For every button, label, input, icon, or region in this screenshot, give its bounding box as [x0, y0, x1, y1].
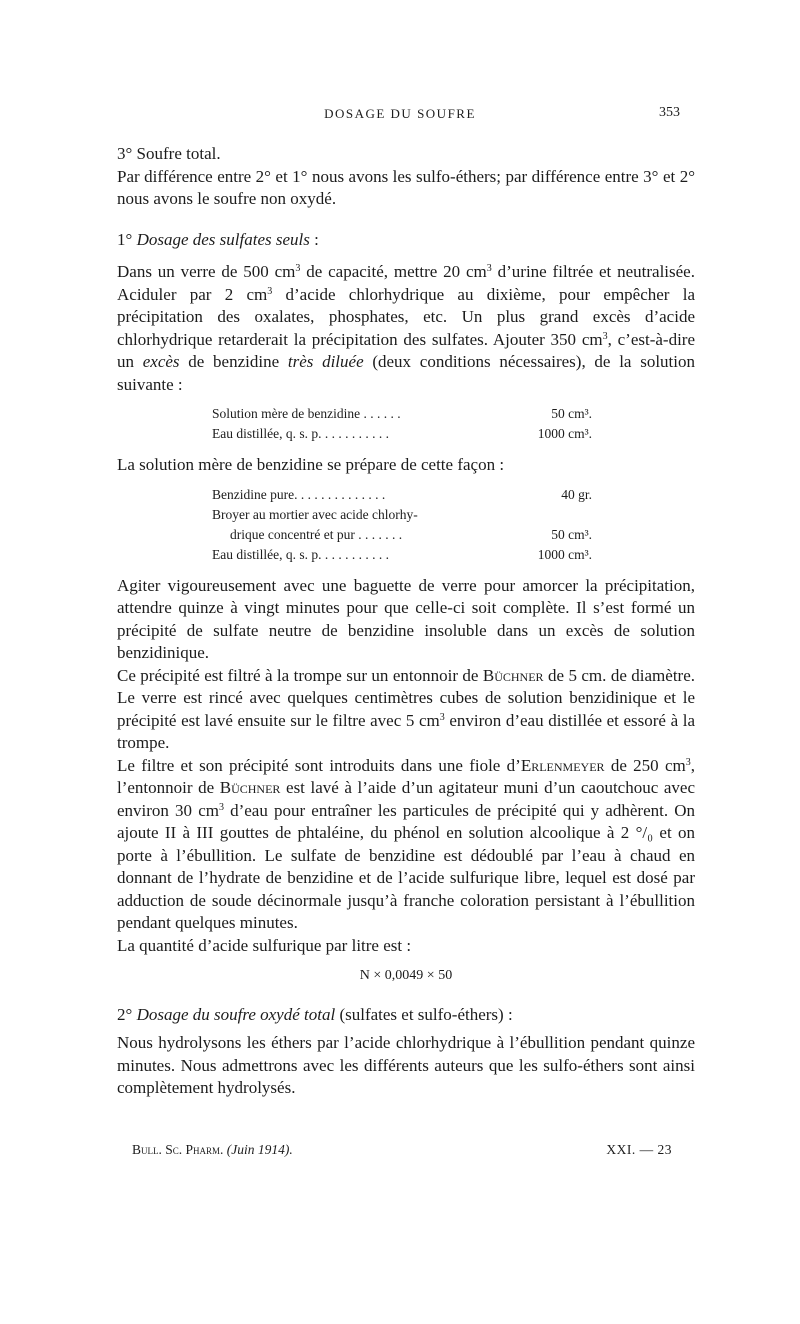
section-1-title: Dosage des sulfates seuls — [136, 229, 310, 249]
recipe-row — [212, 525, 592, 545]
text-run: Agiter vigoureusement avec une baguette de verre pour amorcer la précipitation, attendre quinze à vingt minutes pour que celle-ci soit complète. Il s’est formé un précipité de sulfate neutre de benzidine insoluble dans un excès de solution benzidinique. — [117, 575, 695, 662]
running-title: DOSAGE DU SOUFRE — [324, 106, 476, 121]
text-run: La quantité d’acide sulfurique par litre est : — [117, 935, 412, 955]
superscript: 3 — [685, 756, 691, 768]
journal-date: (Juin 1914). — [226, 1142, 293, 1157]
section-2-heading — [117, 1004, 695, 1027]
recipe-row — [212, 545, 592, 565]
running-header — [0, 102, 800, 128]
section-1-paragraph-2 — [117, 454, 695, 477]
recipe-mother-solution — [212, 485, 592, 565]
text-run: de 250 cm — [604, 755, 686, 775]
recipe-label: Solution mère de benzidine . . . . . . — [212, 406, 401, 421]
section-2-number: 2° — [117, 1004, 133, 1024]
text-run: La solution mère de benzidine se prépare de cette façon : — [117, 455, 505, 474]
superscript: 3 — [602, 330, 608, 342]
recipe-row — [212, 505, 592, 525]
recipe-solution — [212, 404, 592, 444]
footer-journal — [132, 1142, 293, 1158]
section-2-paragraph-1 — [117, 1032, 695, 1100]
text-run: Ce précipité est filtré à la trompe sur un entonnoir de — [117, 665, 483, 685]
section-1-paragraph-5 — [117, 755, 695, 935]
name-erlenmeyer: Erlenmeyer — [520, 755, 605, 775]
section-1-colon: : — [309, 229, 319, 249]
superscript: 3 — [295, 263, 301, 274]
section-2-title: Dosage du soufre oxydé total — [136, 1004, 336, 1024]
text-run: de 5 cm. de diamètre. Le verre est rincé avec quelques centimètres cubes de solution benzidinique et le précipité est lavé ensuite sur le filtre avec 5 cm — [117, 665, 696, 730]
text-run: (deux conditions nécessaires), de la solution suivante : — [117, 352, 695, 394]
text-run: de benzidine — [179, 352, 288, 371]
text-run: , c’est-à-dire un — [117, 329, 695, 371]
section-2-rest: (sulfates et sulfo-éthers) : — [335, 1004, 513, 1024]
text-run: environ d’eau distillée et essoré à la trompe. — [117, 710, 695, 752]
name-buchner: Büchner — [482, 665, 544, 685]
recipe-qty: 40 gr. — [561, 486, 592, 502]
recipe-qty: 50 cm³. — [551, 526, 592, 542]
item-3-text: 3° Soufre total. — [117, 144, 221, 163]
section-1-paragraph-1 — [117, 261, 695, 396]
section-1-paragraph-3 — [117, 575, 695, 665]
item-3 — [117, 143, 695, 166]
section-1-paragraph-6 — [117, 935, 695, 958]
recipe-label: Benzidine pure. . . . . . . . . . . . . . — [212, 486, 386, 502]
footer-volume: XXI. — 23 — [606, 1142, 672, 1157]
text-run: d’acide chlorhydrique au dixième, pour empêcher la précipitation des oxalates, phosphates, etc. Un plus grand excès d’acide chlorhydrique retarderait la précipitation des sulfates. Ajouter 350 cm — [117, 284, 695, 349]
superscript: 3 — [267, 285, 273, 297]
text-run: , l’entonnoir de — [117, 755, 695, 797]
text-run: est lavé à l’aide d’un agitateur muni d’un caoutchouc avec environ 30 cm — [117, 778, 695, 820]
recipe-label: drique concentré et pur . . . . . . . — [230, 526, 403, 542]
text-run: de capacité, mettre 20 cm — [300, 262, 487, 281]
difference-paragraph — [117, 166, 695, 211]
recipe-row — [212, 404, 592, 424]
superscript: 3 — [218, 801, 224, 813]
section-1-number: 1° — [117, 229, 133, 249]
italic-dilute: très diluée — [287, 352, 364, 371]
page-number: 353 — [659, 105, 680, 120]
recipe-qty: 1000 cm³. — [537, 546, 592, 562]
superscript: 3 — [486, 263, 492, 274]
recipe-label: Eau distillée, q. s. p. . . . . . . . . . . — [212, 426, 389, 441]
recipe-row — [212, 424, 592, 444]
recipe-qty — [584, 505, 592, 525]
recipe-label: Broyer au mortier avec acide chlorhy- — [212, 506, 418, 522]
formula: N × 0,0049 × 50 — [359, 968, 453, 983]
name-buchner: Büchner — [219, 778, 281, 797]
superscript: 3 — [439, 711, 445, 723]
italic-excess: excès — [142, 352, 180, 371]
difference-text: Par différence entre 2° et 1° nous avons les sulfo-éthers; par différence entre 3° et 2° nous avons le soufre non oxydé. — [117, 166, 695, 208]
section-1-heading — [117, 229, 695, 252]
recipe-qty: 1000 cm³. — [537, 426, 592, 441]
text-run: d’urine filtrée et neutralisée. Aciduler par 2 cm — [117, 262, 695, 304]
section-1-paragraph-4 — [117, 665, 695, 755]
page-body — [117, 143, 695, 1100]
text-run: Dans un verre de 500 cm — [117, 262, 296, 281]
recipe-qty: 50 cm³. — [551, 406, 592, 421]
journal-name: Bull. Sc. Pharm. — [132, 1142, 224, 1157]
text-run: Le filtre et son précipité sont introduits dans une fiole d’ — [117, 755, 521, 775]
recipe-label: Eau distillée, q. s. p. . . . . . . . . . . — [212, 546, 389, 562]
text-run: d’eau pour entraîner les particules de précipité qui y adhèrent. On ajoute II à III gouttes de phtaléine, du phénol en solution alcoolique à 2 °/₀ et on porte à l’ébullition. Le sulfate de benzidine est dédoublé par l’eau à chaud en donnant de l’hydrate de benzidine et de l’acide sulfurique libre, lequel est dosé par adduction de soude décinormale jusqu’à franche coloration persistant à l’ébullition pendant quelques minutes. — [117, 800, 695, 932]
recipe-row — [212, 485, 592, 505]
text-run: Nous hydrolysons les éthers par l’acide chlorhydrique à l’ébullition pendant quinze minutes. Nous admettrons avec les différents auteurs que les sulfo-éthers sont ainsi complètement hydrolysés. — [117, 1033, 695, 1097]
